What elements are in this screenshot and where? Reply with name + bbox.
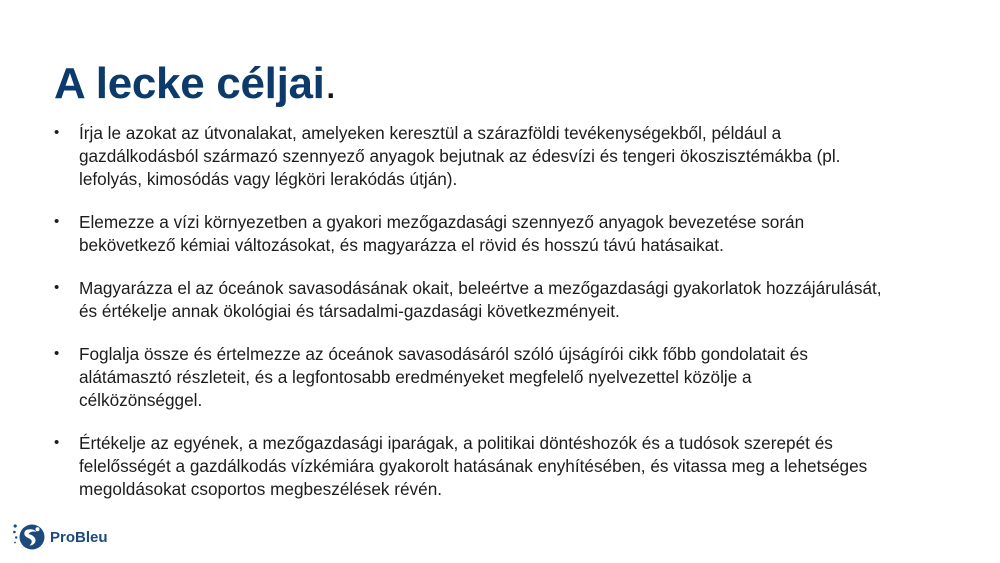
slide-title-period: . [324, 59, 337, 108]
bullet-icon: • [54, 434, 60, 451]
objective-line: felelősségét a gazdálkodás vízkémiára gyakorolt hatásának enyhítésében, és vitassa meg a lehetséges [79, 456, 868, 476]
objective-line: Értékelje az egyének, a mezőgazdasági iparágak, a politikai döntéshozók és a tudósok szerepét és [79, 433, 833, 453]
objectives-list [54, 122, 974, 521]
objective-line: alátámasztó részleteit, és a legfontosabb eredményeket megfelelő nyelvezettel közölje a [79, 367, 752, 387]
slide-title-text: A lecke céljai [54, 59, 325, 108]
objective-line: és értékelje annak ökológiai és társadalmi-gazdasági következményeit. [79, 301, 620, 321]
objective-line: Magyarázza el az óceánok savasodásának okait, beleértve a mezőgazdasági gyakorlatok hozzájárulását, [79, 278, 882, 298]
bullet-icon: • [54, 124, 60, 141]
objective-item [54, 432, 974, 501]
objective-line: célközönséggel. [79, 390, 203, 410]
slide-title [54, 56, 337, 112]
objective-line: Írja le azokat az útvonalakat, amelyeken keresztül a szárazföldi tevékenységekből, például a [79, 123, 782, 143]
bullet-icon: • [54, 213, 60, 230]
objective-line: lefolyás, kimosódás vagy légköri lerakódás útján). [79, 169, 458, 189]
objective-line: gazdálkodásból származó szennyező anyagok bejutnak az édesvízi és tengeri ökoszisztémákba (pl. [79, 146, 841, 166]
probleu-swirl-icon [12, 521, 46, 553]
objective-item [54, 277, 974, 323]
objective-line: Foglalja össze és értelmezze az óceánok savasodásáról szóló újságírói cikk főbb gondolatait és [79, 344, 808, 364]
objective-item [54, 343, 974, 412]
logo-wordmark: ProBleu [50, 528, 108, 546]
bullet-icon: • [54, 345, 60, 362]
objective-line: megoldásokat csoportos megbeszélések révén. [79, 479, 443, 499]
objective-line: Elemezze a vízi környezetben a gyakori mezőgazdasági szennyező anyagok bevezetése során [79, 212, 805, 232]
objective-item [54, 122, 974, 191]
bullet-icon: • [54, 279, 60, 296]
probleu-logo [12, 521, 108, 553]
objective-line: bekövetkező kémiai változásokat, és magyarázza el rövid és hosszú távú hatásaikat. [79, 235, 724, 255]
objective-item [54, 211, 974, 257]
